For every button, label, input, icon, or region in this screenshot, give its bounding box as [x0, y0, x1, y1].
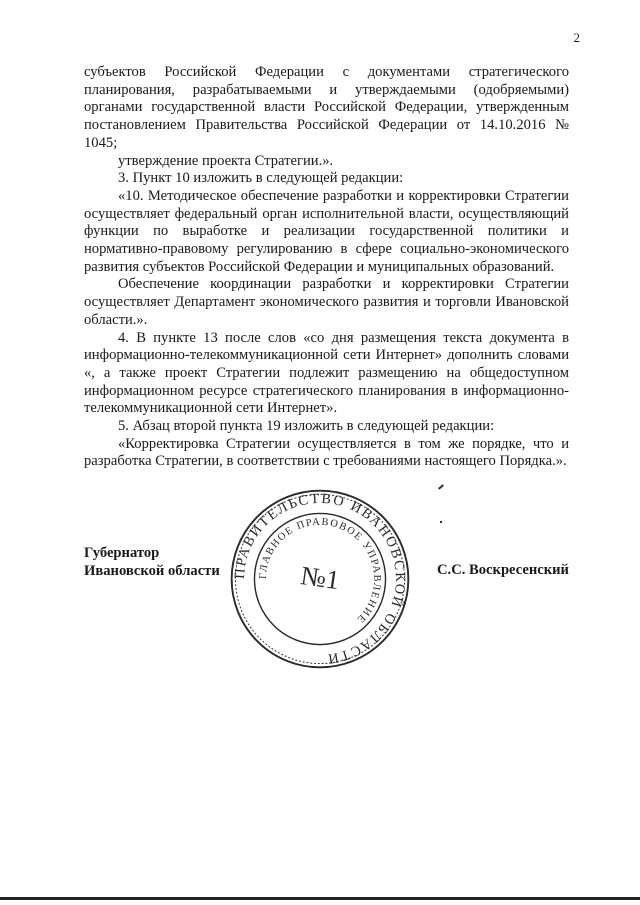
seal-outer-text: ПРАВИТЕЛЬСТВО ИВАНОВСКОЙ ОБЛАСТИ	[231, 490, 409, 667]
seal-center-number: №1	[298, 560, 342, 596]
document-body	[84, 64, 569, 471]
seal-inner-text: ГЛАВНОЕ ПРАВОВОЕ УПРАВЛЕНИЕ	[257, 516, 383, 626]
paragraph-7: 5. Абзац второй пункта 19 изложить в следующей редакции:	[118, 418, 495, 435]
paragraph-2: утверждение проекта Стратегии.».	[118, 152, 334, 169]
signer-title	[84, 544, 220, 580]
pen-mark	[438, 484, 444, 489]
ink-dot	[440, 521, 442, 523]
scan-edge-line	[0, 897, 640, 900]
paragraph-8: «Корректировка Стратегии осуществляется в том же порядке, что и разработка Стратегии, в соответствии с требованиями настоящего Порядка.».	[84, 435, 569, 470]
signer-title-line-2: Ивановской области	[84, 563, 220, 579]
paragraph-3: 3. Пункт 10 изложить в следующей редакции:	[118, 170, 404, 187]
page-number: 2	[573, 30, 580, 45]
signer-title-line-1: Губернатор	[84, 545, 160, 561]
signer-name: С.С. Воскресенский	[437, 562, 569, 578]
paragraph-5: Обеспечение координации разработки и корректировки Стратегии осуществляет Департамент экономического развития и торговли Ивановской области.».	[84, 276, 569, 328]
paragraph-1: субъектов Российской Федерации с документами стратегического планирования, разрабатываемыми и утверждаемыми (одобряемыми) органами государственной власти Российской Федерации, утвержденным постановлением Правительства Российской Федерации от 14.10.2016 № 1045;	[84, 64, 569, 151]
paragraph-4: «10. Методическое обеспечение разработки и корректировки Стратегии осуществляет федеральный орган исполнительной власти, осуществляющий функции по выработке и реализации государственной политики и нормативно-правовому регулированию в сфере социально-экономического развития субъектов Российской Федерации и муниципальных образований.	[84, 187, 569, 275]
paragraph-6: 4. В пункте 13 после слов «со дня размещения текста документа в информационно-телекоммуникационной сети Интернет» дополнить словами «, а также проект Стратегии подлежит размещению на общедоступном информационном ресурсе стратегического планирования в информационно-телекоммуникационной сети Интернет».	[84, 329, 569, 417]
official-seal	[225, 484, 415, 674]
official-seal-graphic	[225, 484, 415, 674]
